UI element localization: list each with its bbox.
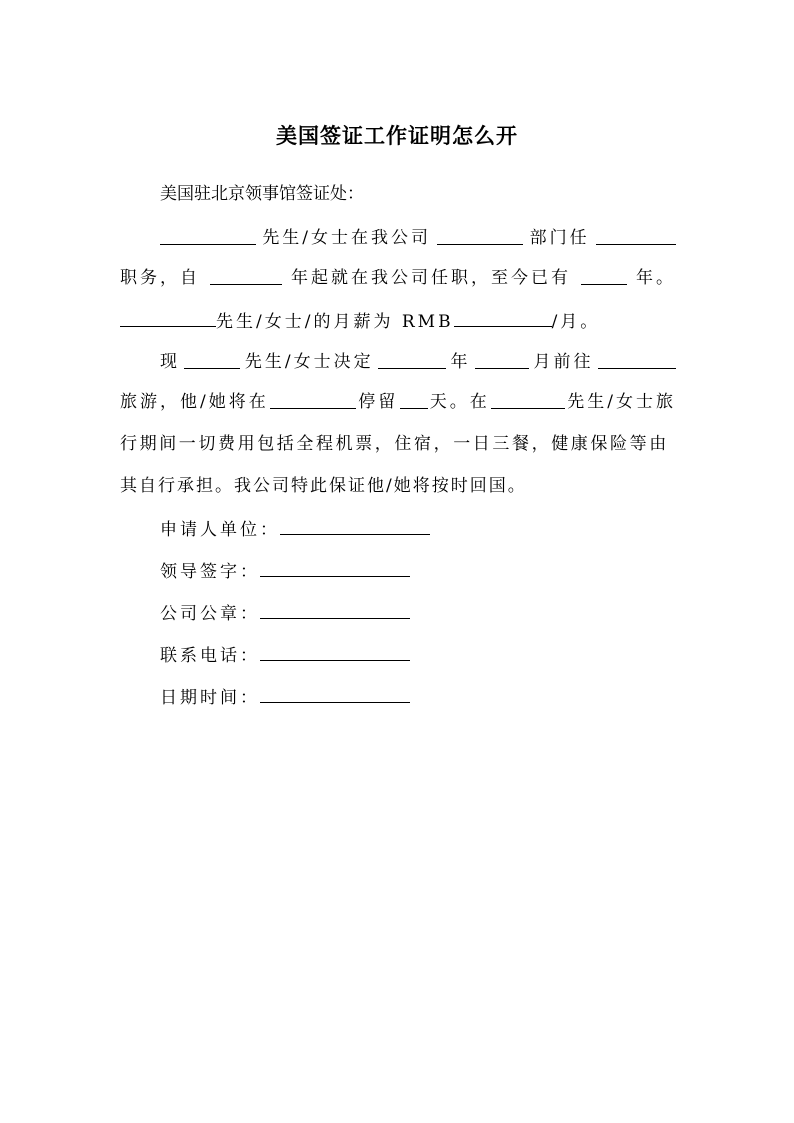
paragraph-2-line-2: 旅游，他/她将在 停留 天。在 先生/女士旅 xyxy=(120,392,676,412)
start-year-blank[interactable] xyxy=(210,266,282,285)
name-blank[interactable] xyxy=(160,226,256,245)
paragraph-2-line-4: 其自行承担。我公司特此保证他/她将按时回国。 xyxy=(120,476,527,496)
paragraph-1-line-2: 职务，自 年起就在我公司任职，至今已有 年。 xyxy=(120,268,676,288)
department-blank[interactable] xyxy=(437,226,523,245)
company-seal-field: 公司公章： xyxy=(160,600,676,624)
paragraph-1-line-1: 先生/女士在我公司 部门任 xyxy=(160,226,676,250)
stay-place-blank[interactable] xyxy=(270,390,356,409)
document-title: 美国签证工作证明怎么开 xyxy=(276,123,518,148)
years-blank[interactable] xyxy=(581,266,627,285)
paragraph-2-line-3: 行期间一切费用包括全程机票，住宿，一日三餐，健康保险等由 xyxy=(120,434,669,454)
name-blank-4[interactable] xyxy=(491,390,565,409)
name-blank-2[interactable] xyxy=(120,308,216,327)
destination-blank[interactable] xyxy=(598,350,676,369)
trip-month-blank[interactable] xyxy=(475,350,529,369)
date-blank[interactable] xyxy=(260,684,410,703)
paragraph-1-line-3: 先生/女士/的月薪为 RMB /月。 xyxy=(120,308,676,332)
phone-field: 联系电话： xyxy=(160,642,676,666)
trip-year-blank[interactable] xyxy=(378,350,446,369)
applicant-field: 申请人单位： xyxy=(160,516,676,540)
leader-signature-field: 领导签字： xyxy=(160,558,676,582)
company-seal-blank[interactable] xyxy=(260,600,410,619)
applicant-blank[interactable] xyxy=(280,516,430,535)
days-blank[interactable] xyxy=(400,390,428,409)
phone-blank[interactable] xyxy=(260,642,410,661)
date-field: 日期时间： xyxy=(160,684,676,708)
paragraph-2-line-1: 现 先生/女士决定 年 月前往 xyxy=(160,350,676,374)
name-blank-3[interactable] xyxy=(184,350,240,369)
position-blank[interactable] xyxy=(596,226,676,245)
salutation: 美国驻北京领事馆签证处： xyxy=(160,184,364,204)
leader-signature-blank[interactable] xyxy=(260,558,410,577)
salary-blank[interactable] xyxy=(454,308,552,327)
